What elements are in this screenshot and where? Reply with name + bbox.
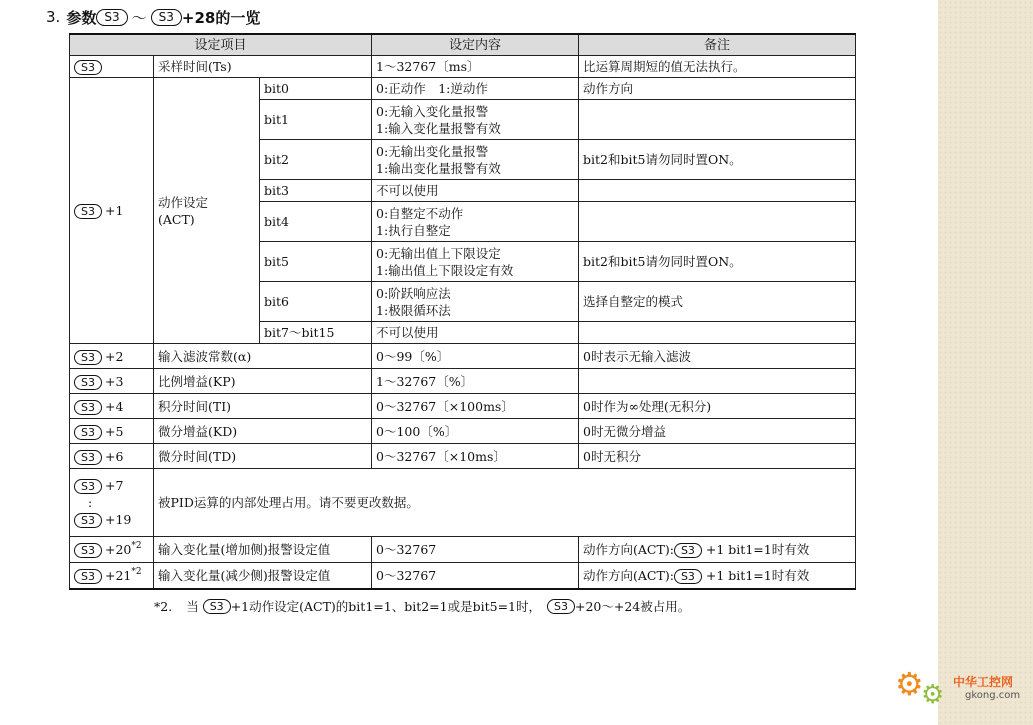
bit-cell: bit1: [260, 100, 372, 140]
bit-cell: bit5: [260, 242, 372, 282]
register-suffix: +3: [104, 373, 124, 389]
logo-title: 中华工控网: [953, 675, 1014, 689]
content-cell: 0:无输出值上下限设定 1:输出值上下限设定有效: [372, 242, 579, 282]
register-suffix: +21: [104, 567, 132, 583]
s3-badge: S3: [74, 425, 102, 440]
register-cell: [70, 469, 154, 537]
bit-cell: bit0: [260, 78, 372, 100]
content-cell: 0～99〔%〕: [372, 344, 579, 369]
s3-badge: S3: [74, 450, 102, 465]
s3-badge: S3: [74, 350, 102, 365]
content-cell: 0:无输出变化量报警 1:输出变化量报警有效: [372, 140, 579, 180]
s3-badge: S3: [674, 569, 702, 584]
register-suffix: +2: [104, 348, 124, 364]
table-row: [70, 344, 856, 369]
content-cell: 0～100〔%〕: [372, 419, 579, 444]
note-cell: 选择自整定的模式: [579, 282, 856, 322]
title-tilde: ～: [131, 8, 147, 27]
item-cell: 输入变化量(增加侧)报警设定值: [154, 537, 372, 563]
parameter-table: [69, 33, 856, 590]
gear-icon: ⚙: [921, 680, 945, 710]
s3-badge: S3: [74, 513, 102, 528]
page-title: [46, 6, 260, 28]
side-background-strip: [938, 0, 1033, 725]
register-suffix: +4: [104, 398, 124, 414]
item-cell: 动作设定 (ACT): [154, 78, 260, 344]
title-suffix: +28的一览: [181, 8, 261, 27]
footnote-mid: +1动作设定(ACT)的bit1=1、bit2=1或是bit5=1时，: [230, 599, 542, 614]
note-cell: 0时表示无输入滤波: [579, 344, 856, 369]
register-cell: [70, 56, 154, 78]
register-suffix: +6: [104, 448, 124, 464]
content-cell: 0～32767: [372, 563, 579, 589]
note-cell: [579, 537, 856, 563]
content-cell: 1～32767〔%〕: [372, 369, 579, 394]
note-cell: [579, 369, 856, 394]
note-cell: [579, 322, 856, 344]
table-row: [70, 56, 856, 78]
s3-badge: S3: [674, 543, 702, 558]
table-row: [70, 394, 856, 419]
bit-cell: bit6: [260, 282, 372, 322]
s3-badge: S3: [74, 60, 102, 75]
table-row: [70, 537, 856, 563]
table-row: [70, 444, 856, 469]
item-cell: 积分时间(TI): [154, 394, 372, 419]
register-cell: [70, 563, 154, 589]
register-suffix: +5: [104, 423, 124, 439]
register-cell: [70, 394, 154, 419]
footnote: [154, 597, 690, 615]
item-cell: 输入变化量(减少侧)报警设定值: [154, 563, 372, 589]
s3-badge: S3: [203, 599, 231, 614]
footnote-mark: *2: [131, 541, 142, 551]
content-cell: 0:无输入变化量报警 1:输入变化量报警有效: [372, 100, 579, 140]
content-cell: 不可以使用: [372, 180, 579, 202]
s3-badge: S3: [151, 9, 182, 26]
note-cell: [579, 202, 856, 242]
note-suffix: +1 bit1=1时有效: [705, 542, 810, 557]
logo-url: gkong.com: [965, 690, 1021, 701]
register-cell: [70, 419, 154, 444]
register-suffix: +20: [104, 542, 132, 557]
register-suffix: +7: [104, 478, 124, 493]
register-suffix: +1: [104, 203, 124, 218]
table-row: [70, 563, 856, 589]
register-cell: [70, 537, 154, 563]
item-cell: 输入滤波常数(α): [154, 344, 372, 369]
bit-cell: bit3: [260, 180, 372, 202]
note-cell: 0时无积分: [579, 444, 856, 469]
register-cell: [70, 444, 154, 469]
note-cell: [579, 100, 856, 140]
note-cell: [579, 563, 856, 589]
note-prefix: 动作方向(ACT):: [583, 542, 674, 557]
s3-badge: S3: [547, 599, 575, 614]
note-prefix: 动作方向(ACT):: [583, 567, 674, 583]
s3-badge: S3: [74, 569, 102, 584]
s3-badge: S3: [74, 543, 102, 558]
header-setting-content: 设定内容: [372, 34, 579, 56]
table-header-row: [70, 34, 856, 56]
item-cell: 微分时间(TD): [154, 444, 372, 469]
title-prefix: 参数: [66, 8, 97, 27]
note-cell: 动作方向: [579, 78, 856, 100]
register-cell: [70, 369, 154, 394]
content-cell: 1～32767〔ms〕: [372, 56, 579, 78]
s3-badge: S3: [74, 204, 102, 219]
footnote-post: +20～+24被占用。: [575, 599, 691, 614]
table-row: [70, 469, 856, 537]
register-suffix: +19: [104, 512, 132, 527]
bit-cell: bit2: [260, 140, 372, 180]
content-cell: 0～32767〔×100ms〕: [372, 394, 579, 419]
content-cell: 0～32767: [372, 537, 579, 563]
header-note: 备注: [579, 34, 856, 56]
item-cell: 采样时间(Ts): [154, 56, 372, 78]
header-setting-item: 设定项目: [70, 34, 372, 56]
gear-icon: ⚙: [895, 665, 924, 703]
content-cell: 0:自整定不动作 1:执行自整定: [372, 202, 579, 242]
title-number: 3.: [46, 8, 61, 26]
note-cell: 0时作为∞处理(无积分): [579, 394, 856, 419]
reserved-text-cell: 被PID运算的内部处理占用。请不要更改数据。: [154, 469, 856, 537]
footnote-marker: *2.: [154, 598, 173, 614]
range-colon: :: [88, 495, 93, 510]
content-cell: 不可以使用: [372, 322, 579, 344]
footnote-pre: 当: [186, 599, 199, 614]
note-suffix: +1 bit1=1时有效: [705, 567, 810, 583]
footnote-mark: *2: [131, 566, 142, 577]
s3-badge: S3: [74, 400, 102, 415]
table-row: [70, 419, 856, 444]
s3-badge: S3: [96, 9, 127, 26]
table-row: [70, 78, 856, 100]
table-row: [70, 369, 856, 394]
site-logo: [895, 665, 1025, 718]
register-cell: [70, 78, 154, 344]
s3-badge: S3: [74, 479, 102, 494]
note-cell: bit2和bit5请勿同时置ON。: [579, 242, 856, 282]
note-cell: 0时无微分增益: [579, 419, 856, 444]
content-cell: 0～32767〔×10ms〕: [372, 444, 579, 469]
register-cell: [70, 344, 154, 369]
note-cell: [579, 180, 856, 202]
item-cell: 微分增益(KD): [154, 419, 372, 444]
note-cell: bit2和bit5请勿同时置ON。: [579, 140, 856, 180]
item-cell: 比例增益(KP): [154, 369, 372, 394]
bit-cell: bit7～bit15: [260, 322, 372, 344]
content-cell: 0:阶跃响应法 1:极限循环法: [372, 282, 579, 322]
bit-cell: bit4: [260, 202, 372, 242]
note-cell: 比运算周期短的值无法执行。: [579, 56, 856, 78]
content-cell: 0:正动作 1:逆动作: [372, 78, 579, 100]
s3-badge: S3: [74, 375, 102, 390]
